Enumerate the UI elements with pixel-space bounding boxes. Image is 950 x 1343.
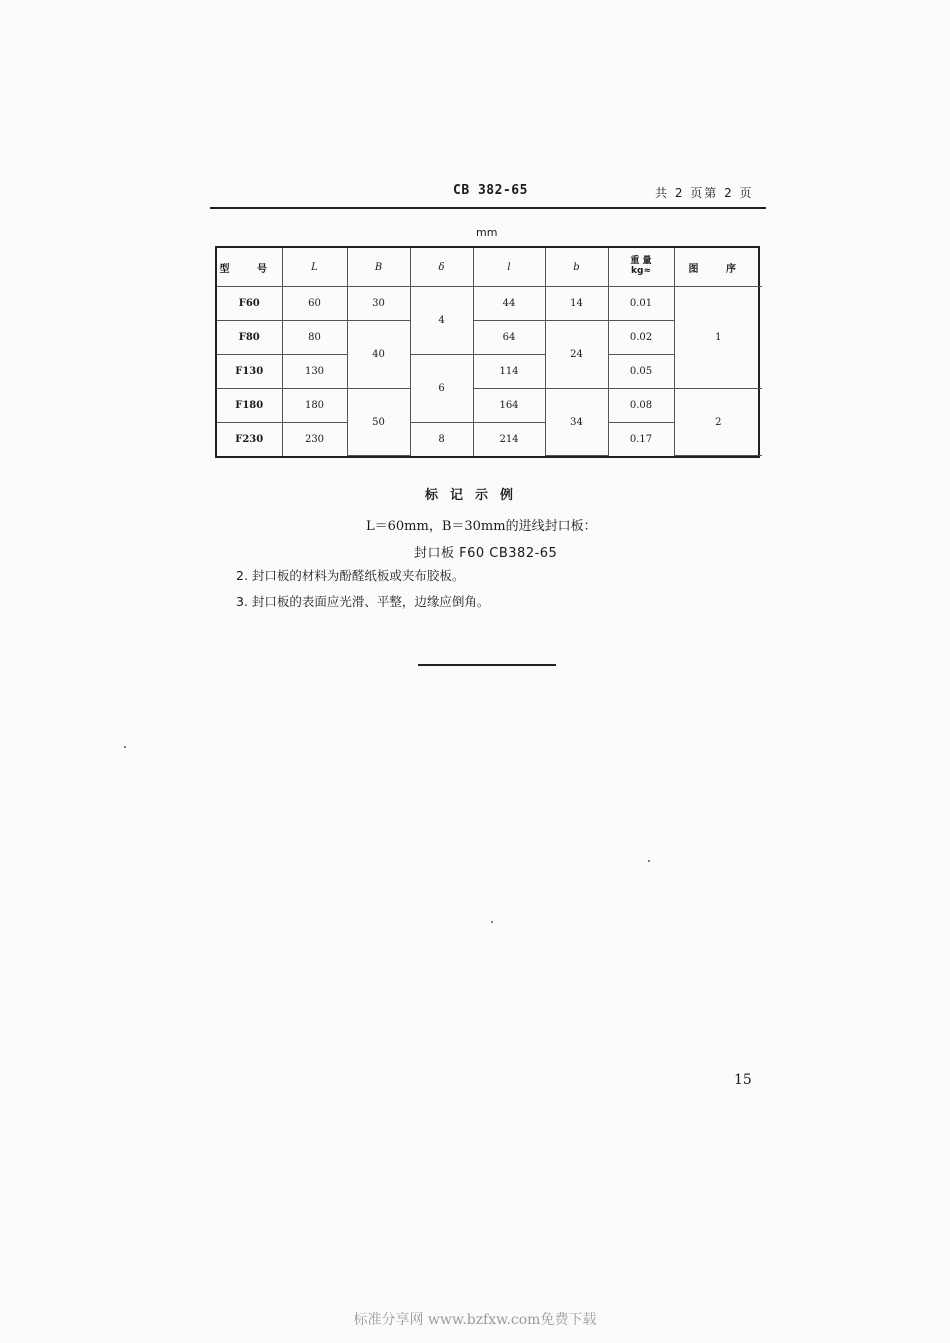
cell-weight: 0.02 [608,321,674,355]
header-B: B [347,248,410,287]
cell-B: 30 [347,287,410,321]
cell-figure: 2 [674,389,762,456]
cell-delta: 4 [410,287,473,355]
header-b: b [545,248,608,287]
cell-L: 230 [282,423,347,456]
table-row [217,287,762,321]
header-L: L [282,248,347,287]
cell-weight: 0.05 [608,355,674,389]
end-rule [418,664,556,666]
table-row [217,389,762,423]
cell-b: 24 [545,321,608,389]
watermark: 标准分享网 www.bzfxw.com免费下载 [353,1312,597,1328]
header-model: 型 号 [217,248,282,287]
header-figure: 图 序 [674,248,762,287]
cell-B: 50 [347,389,410,456]
dimension-table [215,246,760,458]
cell-weight: 0.01 [608,287,674,321]
header-rule [210,207,766,209]
cell-l: 114 [473,355,545,389]
cell-weight: 0.08 [608,389,674,423]
cell-l: 44 [473,287,545,321]
cell-model: F230 [217,423,282,456]
cell-l: 214 [473,423,545,456]
cell-B: 40 [347,321,410,389]
example-description: L＝60mm，B＝30mm的进线封口板： [366,519,597,534]
cell-b: 14 [545,287,608,321]
unit-label: mm [476,226,498,239]
scan-speck [491,921,493,923]
cell-model: F180 [217,389,282,423]
cell-delta: 6 [410,355,473,423]
cell-figure: 1 [674,287,762,389]
cell-L: 60 [282,287,347,321]
header-weight-title: 重 量 [630,256,652,267]
cell-weight: 0.17 [608,423,674,456]
cell-l: 64 [473,321,545,355]
cell-model: F130 [217,355,282,389]
cell-model: F80 [217,321,282,355]
table-header-row [217,248,762,287]
scan-speck [124,746,126,748]
cell-L: 180 [282,389,347,423]
note-surface: 3. 封口板的表面应光滑、平整，边缘应倒角。 [236,594,490,609]
cell-model: F60 [217,287,282,321]
cell-L: 80 [282,321,347,355]
document-code: CB 382-65 [453,183,528,198]
example-title: 标记示例 [424,488,525,503]
page-number: 15 [734,1072,752,1088]
page-info: 共 2 页第 2 页 [655,186,754,200]
example-marking: 封口板 F60 CB382-65 [414,546,558,561]
note-material: 2. 封口板的材料为酚醛纸板或夹布胶板。 [236,568,465,583]
header-l: l [473,248,545,287]
scan-speck [648,860,650,862]
header-weight-unit: kg≈ [631,266,651,276]
cell-l: 164 [473,389,545,423]
header-weight [608,248,674,287]
cell-L: 130 [282,355,347,389]
cell-b: 34 [545,389,608,456]
cell-delta: 8 [410,423,473,456]
header-delta: δ [410,248,473,287]
